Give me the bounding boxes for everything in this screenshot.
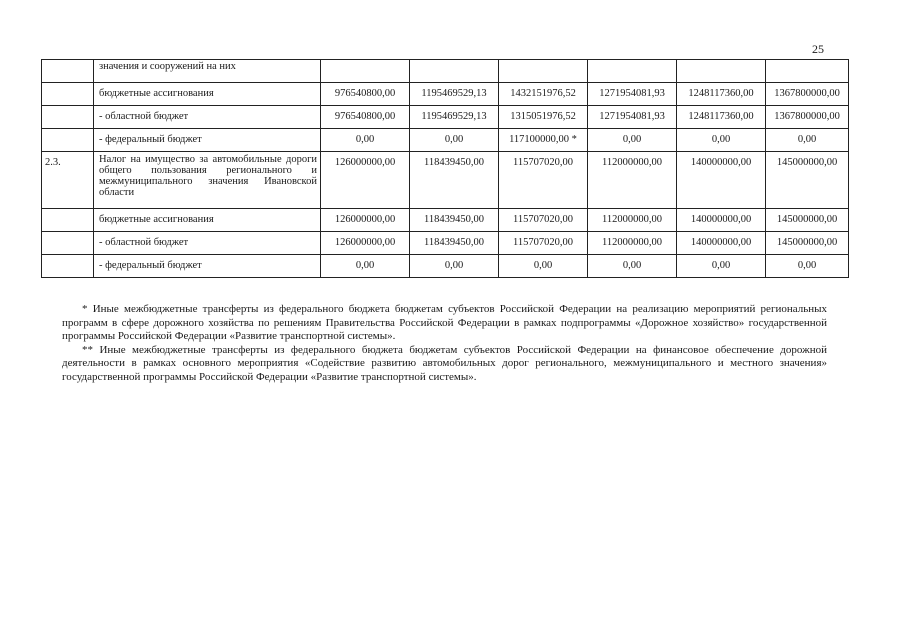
table-cell: 140000000,00 (677, 209, 766, 232)
table-cell: 126000000,00 (321, 209, 410, 232)
table-cell (410, 60, 499, 83)
table-cell: 0,00 (321, 129, 410, 152)
table-cell: 0,00 (410, 255, 499, 278)
table-cell: 118439450,00 (410, 232, 499, 255)
table-cell: 145000000,00 (766, 152, 849, 209)
table-cell (588, 60, 677, 83)
table-cell: 1195469529,13 (410, 83, 499, 106)
table-cell: 112000000,00 (588, 232, 677, 255)
table-cell: 0,00 (766, 255, 849, 278)
row-label: - областной бюджет (94, 106, 321, 129)
table-cell (499, 60, 588, 83)
table-cell: 0,00 (588, 129, 677, 152)
table-row (42, 255, 849, 278)
table-cell: 1367800000,00 (766, 83, 849, 106)
table-cell: 112000000,00 (588, 152, 677, 209)
row-number (42, 255, 94, 278)
row-number (42, 232, 94, 255)
row-label: бюджетные ассигнования (94, 209, 321, 232)
footnotes (62, 303, 827, 384)
table-cell: 976540800,00 (321, 83, 410, 106)
table-cell: 0,00 (588, 255, 677, 278)
table-cell: 0,00 (410, 129, 499, 152)
table-cell: 115707020,00 (499, 209, 588, 232)
table-cell (766, 60, 849, 83)
row-number (42, 60, 94, 83)
table-cell: 1271954081,93 (588, 106, 677, 129)
table-cell: 112000000,00 (588, 209, 677, 232)
table-row (42, 83, 849, 106)
table-row (42, 129, 849, 152)
table-cell: 1248117360,00 (677, 106, 766, 129)
row-label: - федеральный бюджет (94, 255, 321, 278)
table-cell: 126000000,00 (321, 152, 410, 209)
row-number (42, 129, 94, 152)
table-cell: 145000000,00 (766, 232, 849, 255)
table-row (42, 232, 849, 255)
table-cell: 145000000,00 (766, 209, 849, 232)
table-cell (321, 60, 410, 83)
row-label: значения и сооружений на них (94, 60, 321, 83)
table-cell: 1367800000,00 (766, 106, 849, 129)
table-cell: 0,00 (677, 129, 766, 152)
row-number (42, 83, 94, 106)
row-number (42, 209, 94, 232)
table-row (42, 209, 849, 232)
footnote-double-asterisk: ** Иные межбюджетные трансферты из федерального бюджета бюджетам субъектов Российской Федерации на финансовое обеспечение дорожной деятельности в рамках основного мероприятия «Содействие развитию автомобильных дорог регионального, межмуниципального и местного значения» государственной программы Российской Федерации «Развитие транспортной системы». (62, 343, 827, 383)
table-cell: 115707020,00 (499, 232, 588, 255)
row-label: - областной бюджет (94, 232, 321, 255)
table-cell: 115707020,00 (499, 152, 588, 209)
table-row (42, 60, 849, 83)
footnote-single-asterisk: * Иные межбюджетные трансферты из федерального бюджета бюджетам субъектов Российской Федерации на реализацию мероприятий региональных программ в сфере дорожного хозяйства по решениям Правительства Российской Федерации в рамках подпрограммы «Дорожное хозяйство» государственной программы Российской Федерации «Развитие транспортной системы». (62, 303, 827, 342)
table-cell: 117100000,00 * (499, 129, 588, 152)
row-number: 2.3. (42, 152, 94, 209)
table-cell: 118439450,00 (410, 152, 499, 209)
table-cell: 976540800,00 (321, 106, 410, 129)
table-row (42, 106, 849, 129)
table-cell: 1315051976,52 (499, 106, 588, 129)
table-cell: 0,00 (766, 129, 849, 152)
row-label: Налог на имущество за автомобильные дороги общего пользования регионального и межмуниципального значения Ивановской области (94, 152, 321, 209)
table-cell: 1432151976,52 (499, 83, 588, 106)
budget-table (41, 59, 849, 278)
table-cell: 1195469529,13 (410, 106, 499, 129)
table-cell: 1248117360,00 (677, 83, 766, 106)
table-cell: 140000000,00 (677, 152, 766, 209)
table-row (42, 152, 849, 209)
table-cell: 0,00 (321, 255, 410, 278)
table-cell: 126000000,00 (321, 232, 410, 255)
table-cell: 0,00 (677, 255, 766, 278)
row-number (42, 106, 94, 129)
page-number: 25 (812, 42, 824, 56)
row-label: бюджетные ассигнования (94, 83, 321, 106)
table-cell (677, 60, 766, 83)
table-cell: 118439450,00 (410, 209, 499, 232)
table-cell: 1271954081,93 (588, 83, 677, 106)
table-cell: 140000000,00 (677, 232, 766, 255)
row-label: - федеральный бюджет (94, 129, 321, 152)
table-cell: 0,00 (499, 255, 588, 278)
